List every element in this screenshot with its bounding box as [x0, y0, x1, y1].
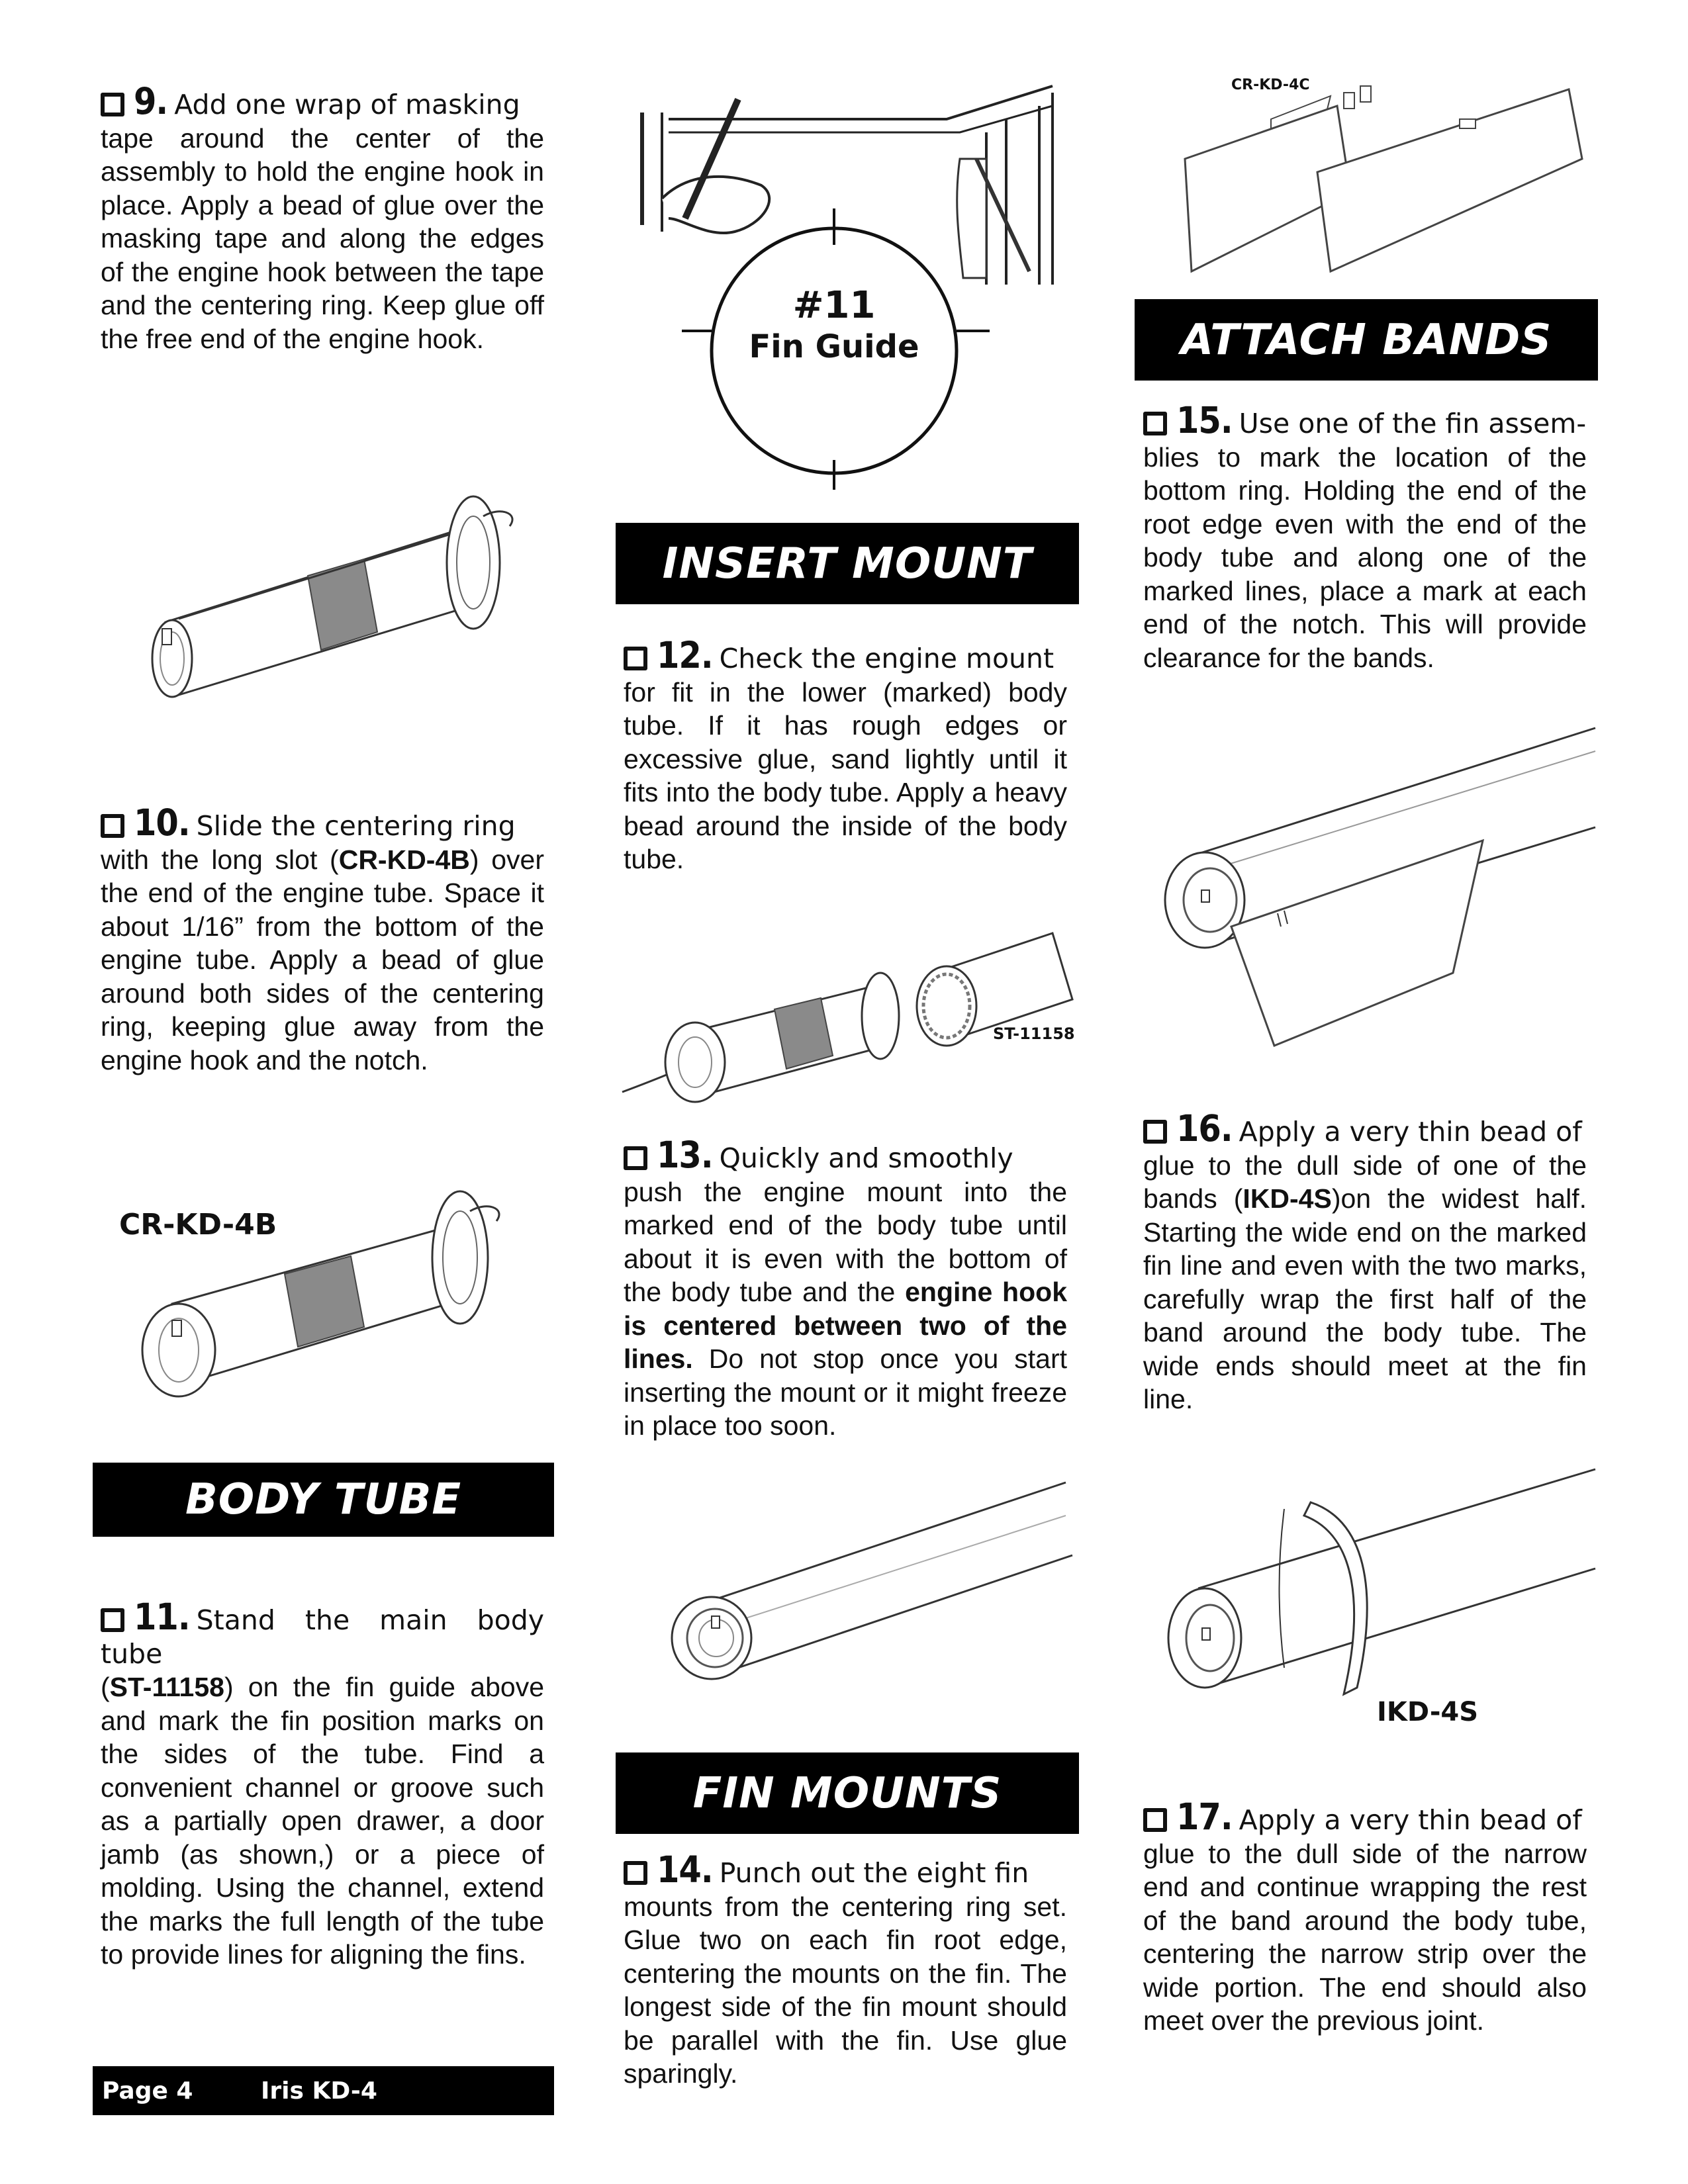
- step-11: 11. Stand the main body tube (ST-11158) on the fin guide above and mark the fin position marks on the sides of the tube. Find a convenient channel or groove such as a partially open drawer, a door jamb (as shown,) or a piece of molding. Using the channel, extend the marks the full length of the tube to provide lines for aligning the fins.: [101, 1600, 544, 1972]
- engine-mount-figure: [139, 496, 549, 708]
- cr-kd-4b-label: CR-KD-4B: [119, 1208, 277, 1242]
- step-11-checkbox[interactable]: [101, 1608, 124, 1632]
- step-10: 10. Slide the centering ring with the long slot (CR-KD-4B) over the end of the engine tube. Space it about 1/16” from the bottom of the engine tube. Apply a bead of glue around both sides of the centering ring, keeping glue away from the engine hook and the notch.: [101, 806, 544, 1077]
- step-13: 13. Quickly and smoothly push the engine mount into the marked end of the body tube until about it is even with the bottom of the body tube and the engine hook is centered between two of the lines. Do not stop once you start inserting the mount or it might freeze in place too soon.: [624, 1138, 1067, 1443]
- page-number: Page 4: [102, 2077, 193, 2105]
- insert-mount-banner: INSERT MOUNT: [616, 523, 1079, 604]
- step-9-text: tape around the center of the assembly to hold the engine hook in place. Apply a bead of glue over the masking tape and along the edges of the engine hook between the tape and the centering ring. Keep glue off the free end of the engine hook.: [101, 122, 544, 354]
- step-16: 16. Apply a very thin bead of glue to the dull side of one of the bands (IKD-4S)on the widest half. Starting the wide end on the marked fin line and even with the two marks, carefully wrap the first half of the band around the body tube. The wide ends should meet at the fin line.: [1143, 1112, 1587, 1416]
- step-9: 9. Add one wrap of masking tape around the center of the assembly to hold the engine hook in place. Apply a bead of glue over the masking tape and along the edges of the engine hook between the tape and the centering ring. Keep glue off the free end of the engine hook.: [101, 85, 544, 355]
- fin-mounts-banner: FIN MOUNTS: [616, 1752, 1079, 1834]
- model-name: Iris KD-4: [261, 2077, 377, 2105]
- fin-guide-number: #11: [792, 284, 876, 327]
- st-11158-label: ST-11158: [993, 1024, 1075, 1043]
- ikd-4s-label: IKD-4S: [1377, 1697, 1479, 1727]
- attach-bands-banner: ATTACH BANDS: [1135, 299, 1598, 381]
- step-15-checkbox[interactable]: [1143, 412, 1167, 435]
- step-17-checkbox[interactable]: [1143, 1808, 1167, 1832]
- step-15-text: blies to mark the location of the bottom ring. Holding the end of the root edge even with the end of the body tube and along one of the marked lines, place a mark at each end of the notch. This will provide clearance for the bands.: [1143, 441, 1587, 673]
- step-10-checkbox[interactable]: [101, 814, 124, 838]
- page-footer: [93, 2066, 554, 2115]
- step-14-checkbox[interactable]: [624, 1861, 647, 1885]
- body-tube-banner: BODY TUBE: [93, 1463, 554, 1537]
- step-12: 12. Check the engine mount for fit in the lower (marked) body tube. If it has rough edges or excessive glue, sand lightly until it fits into the body tube. Apply a heavy bead around the inside of the body tube.: [624, 639, 1067, 876]
- step-14: 14. Punch out the eight fin mounts from the centering ring set. Glue two on each fin root edge, centering the mounts on the fin. The longest side of the fin mount should be parallel with the fin. Use glue sparingly.: [624, 1853, 1067, 2091]
- step-14-text: mounts from the centering ring set. Glue two on each fin root edge, centering the mounts on the fin. The longest side of the fin mount should be parallel with the fin. Use glue sparingly.: [624, 1891, 1067, 2089]
- fin-guide-figure: [616, 73, 1092, 496]
- step-9-checkbox[interactable]: [101, 93, 124, 116]
- step-12-text: for fit in the lower (marked) body tube. If it has rough edges or excessive glue, sand lightly until it fits into the body tube. Apply a heavy bead around the inside of the body tube.: [624, 676, 1067, 874]
- centering-ring-figure: [113, 1185, 563, 1403]
- step-15: 15. Use one of the fin assem- blies to mark the location of the bottom ring. Holding the end of the root edge even with the end of the body tube and along one of the marked lines, place a mark at each end of the notch. This will provide clearance for the bands.: [1143, 404, 1587, 674]
- cr-kd-4c-label: CR-KD-4C: [1231, 77, 1310, 93]
- step-13-checkbox[interactable]: [624, 1146, 647, 1170]
- step-13-text: push the engine mount into the marked end of the body tube until about it is even with the bottom of the body tube and the engine hook is centered between two of the lines. Do not stop once you start inserting the mount or it might freeze in place too soon.: [624, 1176, 1067, 1441]
- step-17-text: glue to the dull side of the narrow end and continue wrapping the rest of the band around the body tube, centering the narrow strip over the wide portion. The end should also meet over the previous joint.: [1143, 1838, 1587, 2036]
- step-10-text: with the long slot (CR-KD-4B) over the end of the engine tube. Space it about 1/16” from the bottom of the engine tube. Apply a bead of glue around both sides of the centering ring, keeping glue away from the engine hook and the notch.: [101, 844, 544, 1075]
- step-16-checkbox[interactable]: [1143, 1120, 1167, 1144]
- step-16-text: glue to the dull side of one of the bands (IKD-4S)on the widest half. Starting the wide end on the marked fin line and even with the two marks, carefully wrap the first half of the band around the body tube. The wide ends should meet at the fin line.: [1143, 1150, 1587, 1414]
- step-11-text: (ST-11158) on the fin guide above and mark the fin position marks on the sides of the tube. Find a convenient channel or groove such as a partially open drawer, a door jamb (as shown,) or a piece of molding. Using the channel, extend the marks the full length of the tube to provide lines for aligning the fins.: [101, 1672, 544, 1970]
- insert-mount-figure: [622, 920, 1086, 1105]
- fin-guide-title: Fin Guide: [749, 328, 919, 365]
- step-17: 17. Apply a very thin bead of glue to the dull side of the narrow end and continue wrapping the rest of the band around the body tube, centering the narrow strip over the wide portion. The end should also meet over the previous joint.: [1143, 1800, 1587, 2038]
- fin-assembly-figure: [1165, 73, 1602, 278]
- band-wrap-figure: [1158, 1469, 1602, 1747]
- fin-on-tube-figure: [1158, 728, 1602, 1099]
- body-tube-figure: [655, 1469, 1079, 1707]
- step-12-checkbox[interactable]: [624, 647, 647, 670]
